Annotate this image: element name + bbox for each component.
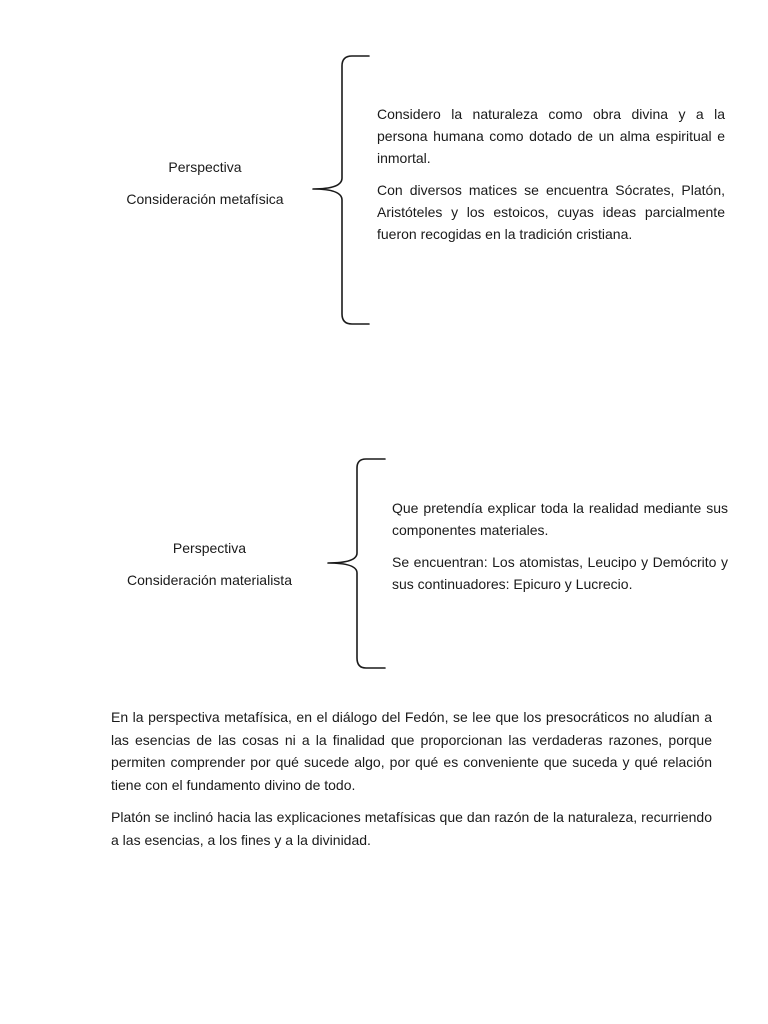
body-paragraph-1: En la perspectiva metafísica, en el diálogo del Fedón, se lee que los presocráticos no aludían a las esencias de las cosas ni a la finalidad que proporcionan las verdaderas razones, porque permiten comprender por qué sucede algo, por qué es conveniente que suceda y qué relación tiene con el fundamento divino de todo. — [111, 709, 712, 793]
metafisica-description — [377, 103, 725, 255]
metafisica-label — [110, 158, 300, 208]
materialista-label-line2: Consideración materialista — [127, 572, 292, 588]
materialista-paragraph-1: Que pretendía explicar toda la realidad mediante sus componentes materiales. — [392, 500, 728, 538]
metafisica-label-line2: Consideración metafísica — [126, 191, 284, 207]
materialista-description — [392, 497, 728, 605]
body-text — [111, 706, 712, 861]
materialista-paragraph-2: Se encuentran: Los atomistas, Leucipo y Demócrito y sus continuadores: Epicuro y Lucrecio. — [392, 554, 728, 592]
body-paragraph-2: Platón se inclinó hacia las explicaciones metafísicas que dan razón de la naturaleza, recurriendo a las esencias, a los fines y a la divinidad. — [111, 809, 712, 848]
metafisica-paragraph-1: Considero la naturaleza como obra divina y a la persona humana como dotado de un alma espiritual e inmortal. — [377, 106, 725, 166]
metafisica-label-line1: Perspectiva — [168, 159, 242, 175]
metafisica-paragraph-2: Con diversos matices se encuentra Sócrates, Platón, Aristóteles y los estoicos, cuyas ideas parcialmente fueron recogidas en la tradición cristiana. — [377, 182, 725, 242]
materialista-brace — [324, 455, 390, 675]
metafisica-brace — [308, 52, 374, 330]
materialista-label-line1: Perspectiva — [172, 540, 247, 556]
materialista-label — [112, 539, 307, 589]
